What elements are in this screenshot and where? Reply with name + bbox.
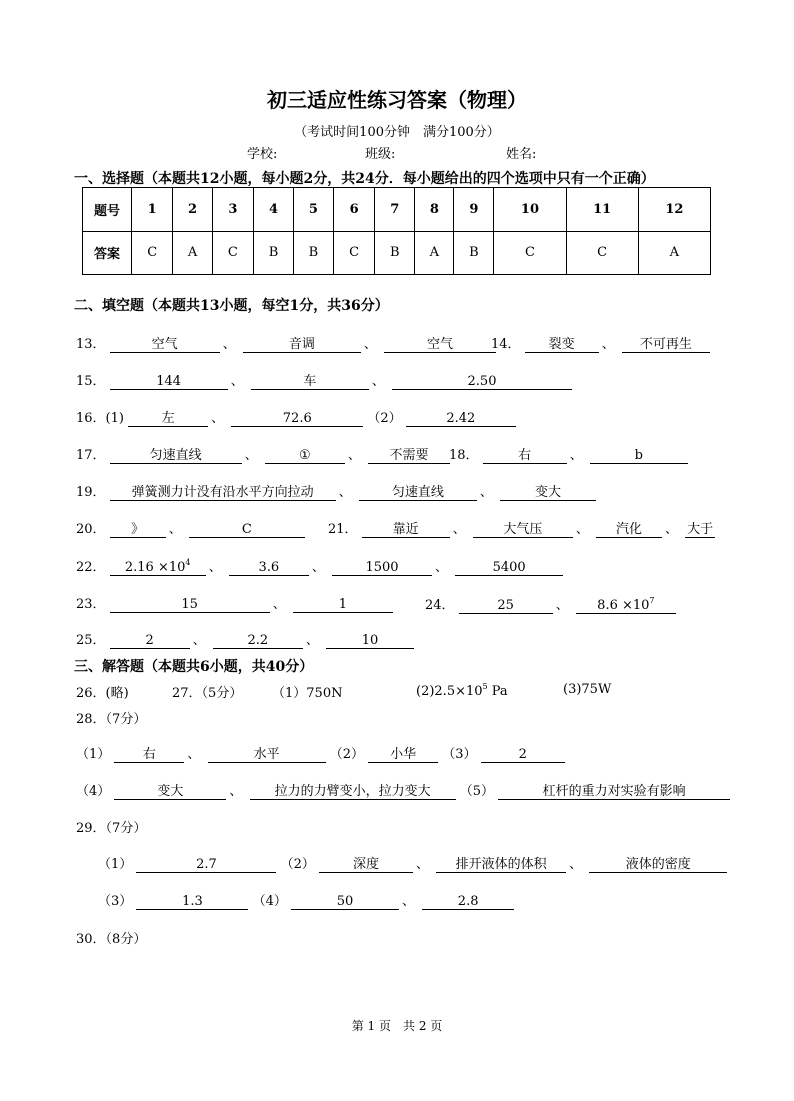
- question-number: 1: [132, 188, 173, 232]
- question-28-line-2: （4） 变大 、 拉力的力臂变小，拉力变大 （5） 杠杆的重力对实验有影响: [76, 780, 730, 800]
- question-number: 10: [494, 188, 566, 232]
- page-footer: 第 1 页 共 2 页: [351, 1019, 443, 1033]
- question-number: 8: [415, 188, 454, 232]
- part-label: （5）: [459, 784, 494, 799]
- section2-heading: 二、填空题（本题共13小题，每空1分，共36分）: [74, 298, 389, 314]
- answer-blank: [110, 555, 206, 576]
- answer-blank: 弹簧测力计没有沿水平方向拉动: [110, 485, 336, 501]
- question-29-line-1: （1） 2.7 （2） 深度 、 排开液体的体积 、 液体的密度: [98, 853, 727, 873]
- question-number: 22．: [76, 560, 106, 575]
- exam-info: （考试时间100分钟 满分100分）: [294, 125, 500, 140]
- unit-text: Pa: [487, 684, 508, 699]
- question-number: 19．: [76, 485, 106, 500]
- answer-blank: 2.2: [213, 633, 303, 649]
- question-24: 24． 25 、 $8.6 \times 10^7$: [425, 593, 676, 614]
- section3-heading: 三、解答题（本题共6小题，共40分）: [74, 659, 314, 675]
- answer-blank: 1.3: [136, 894, 248, 910]
- answer-value: 2.16 ×10: [124, 560, 186, 575]
- answer-text: [416, 682, 508, 699]
- answer-blank: 50: [291, 894, 399, 910]
- section1-heading: 一、选择题（本题共12小题，每小题2分，共24分．每小题给出的四个选项中只有一个正确）: [74, 171, 655, 187]
- question-number: 25．: [76, 633, 106, 648]
- answer-cell: B: [375, 231, 415, 275]
- question-number: 9: [454, 188, 494, 232]
- answer-blank: 液体的密度: [589, 857, 727, 873]
- question-30: 30．（8分）: [76, 932, 147, 947]
- answer-blank: 变大: [114, 784, 226, 800]
- answer-blank: 水平: [208, 747, 326, 763]
- part-label: （1）: [76, 747, 111, 762]
- question-27: 27．（5分）: [172, 686, 243, 701]
- table-row: [83, 188, 711, 232]
- answer-blank: 3.6: [229, 560, 309, 576]
- answer-cell: B: [454, 231, 494, 275]
- answer-blank: 匀速直线: [110, 448, 242, 464]
- answer-blank: ①: [265, 448, 345, 464]
- answer-blank: 空气: [110, 337, 220, 353]
- table-header-cell: 答案: [83, 231, 132, 275]
- question-number: 18．: [449, 448, 479, 463]
- answer-blank: 2.8: [422, 894, 514, 910]
- question-number: 7: [375, 188, 415, 232]
- question-number: 16．(1): [76, 411, 124, 426]
- question-number: 17．: [76, 448, 106, 463]
- question-number: 4: [254, 188, 294, 232]
- answer-blank: 10: [326, 633, 414, 649]
- answer-blank: 25: [459, 598, 553, 614]
- question-number: 15．: [76, 374, 106, 389]
- exponent: 5: [482, 682, 488, 691]
- answer-text: (3)75W: [563, 682, 612, 697]
- question-number: 14．: [491, 337, 521, 352]
- question-number: 12: [638, 188, 710, 232]
- answer-blank: 大于: [687, 522, 714, 537]
- question-22: 22． $2.16 \times 10^4$ 、 3.6 、 1500 、 5400: [76, 555, 563, 576]
- answer-blank: 拉力的力臂变小，拉力变大: [250, 784, 456, 800]
- answer-cell: C: [494, 231, 566, 275]
- answer-blank: 大气压: [473, 522, 573, 538]
- question-21: 21． 靠近 、 大气压 、 汽化 、 大于: [328, 522, 714, 537]
- answer-blank: [576, 593, 676, 614]
- answer-cell: A: [173, 231, 212, 275]
- answer-cell: A: [415, 231, 454, 275]
- question-26: 26．(略): [76, 686, 129, 701]
- question-19: 19． 弹簧测力计没有沿水平方向拉动 、 匀速直线 、 变大: [76, 481, 596, 501]
- question-13: 13． 空气 、 音调 、 空气: [76, 333, 496, 353]
- answer-blank: 72.6: [231, 411, 363, 427]
- part-label: （4）: [76, 784, 111, 799]
- answer-cell: C: [212, 231, 253, 275]
- answer-blank: 汽化: [596, 522, 662, 538]
- answer-blank: 车: [251, 374, 369, 390]
- part-label: （2）: [329, 747, 364, 762]
- answer-blank: 裂变: [525, 337, 599, 353]
- table-row: [83, 231, 711, 275]
- question-29: 29．（7分）: [76, 821, 147, 836]
- answer-blank: 2: [110, 633, 190, 649]
- question-number: 6: [333, 188, 374, 232]
- answer-blank: b: [590, 448, 688, 464]
- answer-blank: 不可再生: [622, 337, 710, 353]
- school-label: 学校:: [247, 147, 278, 162]
- answer-blank: 空气: [384, 337, 496, 353]
- question-number: 2: [173, 188, 212, 232]
- answer-cell: C: [132, 231, 173, 275]
- question-number: 21．: [328, 522, 358, 537]
- question-14: 14． 裂变 、 不可再生: [491, 333, 710, 353]
- answer-blank: 变大: [500, 485, 596, 501]
- answer-text: （1）750N: [272, 686, 343, 701]
- answer-blank: 2.7: [136, 857, 276, 873]
- answer-value: 8.6 ×10: [597, 598, 650, 613]
- question-number: 13．: [76, 337, 106, 352]
- answer-blank: 2.42: [406, 411, 516, 427]
- table-header-cell: 题号: [83, 188, 132, 232]
- part-label: （1）: [98, 857, 133, 872]
- answer-blank: 匀速直线: [359, 485, 477, 501]
- part-label: （2）: [367, 411, 402, 426]
- answer-blank: 靠近: [362, 522, 450, 538]
- question-29-line-2: （3） 1.3 （4） 50 、 2.8: [98, 890, 514, 910]
- answer-cell: B: [254, 231, 294, 275]
- answer-blank: 1: [293, 597, 393, 613]
- question-16: 16．(1) 左 、 72.6 （2） 2.42: [76, 407, 516, 427]
- answer-blank: 2.50: [392, 374, 572, 390]
- answer-blank: 杠杆的重力对实验有影响: [498, 784, 730, 800]
- exponent: 7: [649, 596, 655, 605]
- exponent: 4: [185, 558, 191, 567]
- question-number: 20．: [76, 522, 106, 537]
- answer-blank: 右: [114, 747, 184, 763]
- part-label: （3）: [98, 894, 133, 909]
- question-17: 17． 匀速直线 、 ① 、 不需要: [76, 444, 450, 464]
- question-28: 28．（7分）: [76, 712, 147, 727]
- part-label: （3）: [442, 747, 477, 762]
- answer-blank: C: [189, 522, 305, 538]
- answer-blank: 小华: [368, 747, 438, 763]
- answer-blank: 深度: [319, 857, 413, 873]
- question-20: 20． 》 、 C: [76, 518, 305, 538]
- question-18: 18． 右 、 b: [449, 444, 688, 464]
- question-number: 3: [212, 188, 253, 232]
- question-23: 23． 15 、 1: [76, 593, 393, 613]
- answer-cell: A: [638, 231, 710, 275]
- question-28-line-1: （1） 右 、 水平 （2） 小华 （3） 2: [76, 743, 565, 763]
- answer-blank: 音调: [243, 337, 361, 353]
- part-label: （2）: [280, 857, 315, 872]
- answer-blank: 5400: [455, 560, 563, 576]
- answer-blank: 右: [483, 448, 567, 464]
- answer-blank: 144: [110, 374, 228, 390]
- answer-cell: C: [333, 231, 374, 275]
- answer-value: (2)2.5×10: [416, 684, 483, 699]
- question-number: 24．: [425, 598, 455, 613]
- answer-cell: C: [566, 231, 638, 275]
- answer-blank: 》: [110, 522, 166, 538]
- answer-blank: 15: [110, 597, 270, 613]
- page-title: 初三适应性练习答案（物理）: [267, 88, 527, 112]
- question-25: 25． 2 、 2.2 、 10: [76, 629, 414, 649]
- answer-blank: 1500: [332, 560, 432, 576]
- answer-blank: 左: [128, 411, 208, 427]
- question-number: 23．: [76, 597, 106, 612]
- name-label: 姓名:: [506, 147, 537, 162]
- answer-blank: 2: [481, 747, 565, 763]
- answer-table: [82, 187, 711, 275]
- class-label: 班级:: [365, 147, 396, 162]
- answer-blank: 排开液体的体积: [436, 857, 566, 873]
- answer-blank: 不需要: [368, 448, 450, 464]
- answer-cell: B: [293, 231, 333, 275]
- question-number: 11: [566, 188, 638, 232]
- question-number: 5: [293, 188, 333, 232]
- part-label: （4）: [252, 894, 287, 909]
- question-15: 15． 144 、 车 、 2.50: [76, 370, 572, 390]
